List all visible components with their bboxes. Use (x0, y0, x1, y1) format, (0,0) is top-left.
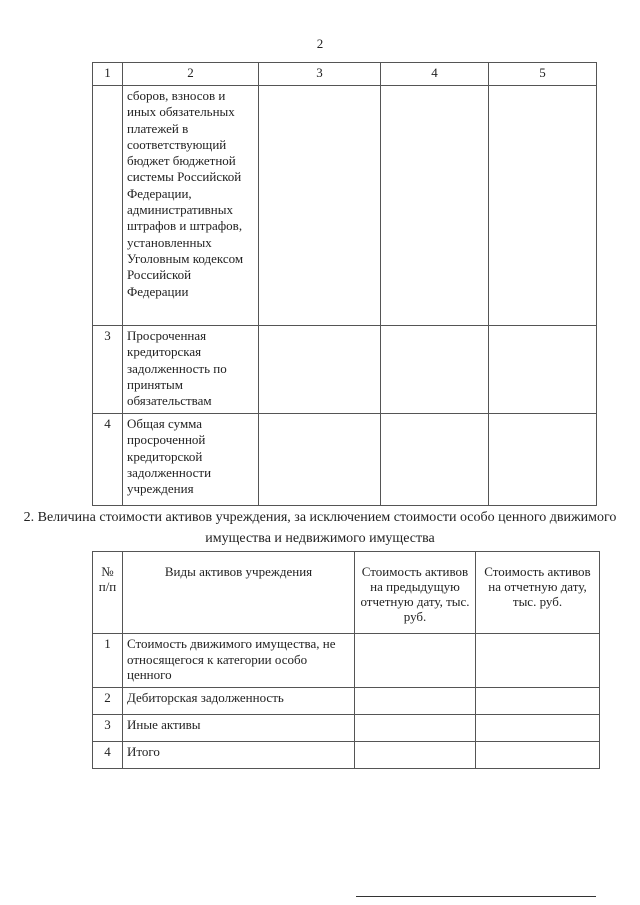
row-number (93, 86, 123, 326)
table-row (93, 715, 600, 742)
value-cell (489, 326, 597, 414)
row-label: Стоимость движимого имущества, не относящегося к категории особо ценного (123, 634, 355, 688)
table-row (93, 86, 597, 326)
value-cell (259, 86, 381, 326)
table-row (93, 414, 597, 506)
assets-table (92, 551, 600, 769)
column-header: 5 (489, 63, 597, 86)
table-row (93, 634, 600, 688)
value-cell (355, 715, 476, 742)
row-number: 2 (93, 688, 123, 715)
column-header: 3 (259, 63, 381, 86)
column-header: 1 (93, 63, 123, 86)
value-cell (259, 414, 381, 506)
table-header-row (93, 552, 600, 634)
bottom-rule (356, 896, 596, 897)
row-number: 4 (93, 414, 123, 506)
row-label: Общая сумма просроченной кредиторской задолженности учреждения (123, 414, 259, 506)
value-cell (476, 688, 600, 715)
section-title: 2. Величина стоимости активов учреждения, за исключением стоимости особо ценного движимого имущества и недвижимого имущества (23, 510, 617, 546)
row-number: 4 (93, 742, 123, 769)
value-cell (355, 688, 476, 715)
value-cell (259, 326, 381, 414)
column-header: 4 (381, 63, 489, 86)
table-header-row (93, 63, 597, 86)
liabilities-table (92, 62, 597, 506)
value-cell (476, 715, 600, 742)
column-header-previous-value: Стоимость активов на предыдущую отчетную дату, тыс. руб. (355, 552, 476, 634)
table-row (93, 742, 600, 769)
value-cell (381, 86, 489, 326)
value-cell (489, 414, 597, 506)
value-cell (489, 86, 597, 326)
page-number: 2 (316, 36, 324, 51)
value-cell (381, 414, 489, 506)
row-label: Просроченная кредиторская задолженность по принятым обязательствам (123, 326, 259, 414)
value-cell (381, 326, 489, 414)
value-cell (476, 634, 600, 688)
column-header-number: № п/п (93, 552, 123, 634)
value-cell (355, 742, 476, 769)
row-label: Итого (123, 742, 355, 769)
row-number: 3 (93, 326, 123, 414)
value-cell (476, 742, 600, 769)
value-cell (355, 634, 476, 688)
column-header: 2 (123, 63, 259, 86)
column-header-asset-type: Виды активов учреждения (123, 552, 355, 634)
table-row (93, 326, 597, 414)
column-header-current-value: Стоимость активов на отчетную дату, тыс. руб. (476, 552, 600, 634)
table-row (93, 688, 600, 715)
row-label: Дебиторская задолженность (123, 688, 355, 715)
row-label: Иные активы (123, 715, 355, 742)
row-label: сборов, взносов и иных обязательных платежей в соответствующий бюджет бюджетной системы Российской Федерации, административных штрафов и штрафов, установленных Уголовным кодексом Российской Федерации (123, 86, 259, 326)
row-number: 3 (93, 715, 123, 742)
row-number: 1 (93, 634, 123, 688)
